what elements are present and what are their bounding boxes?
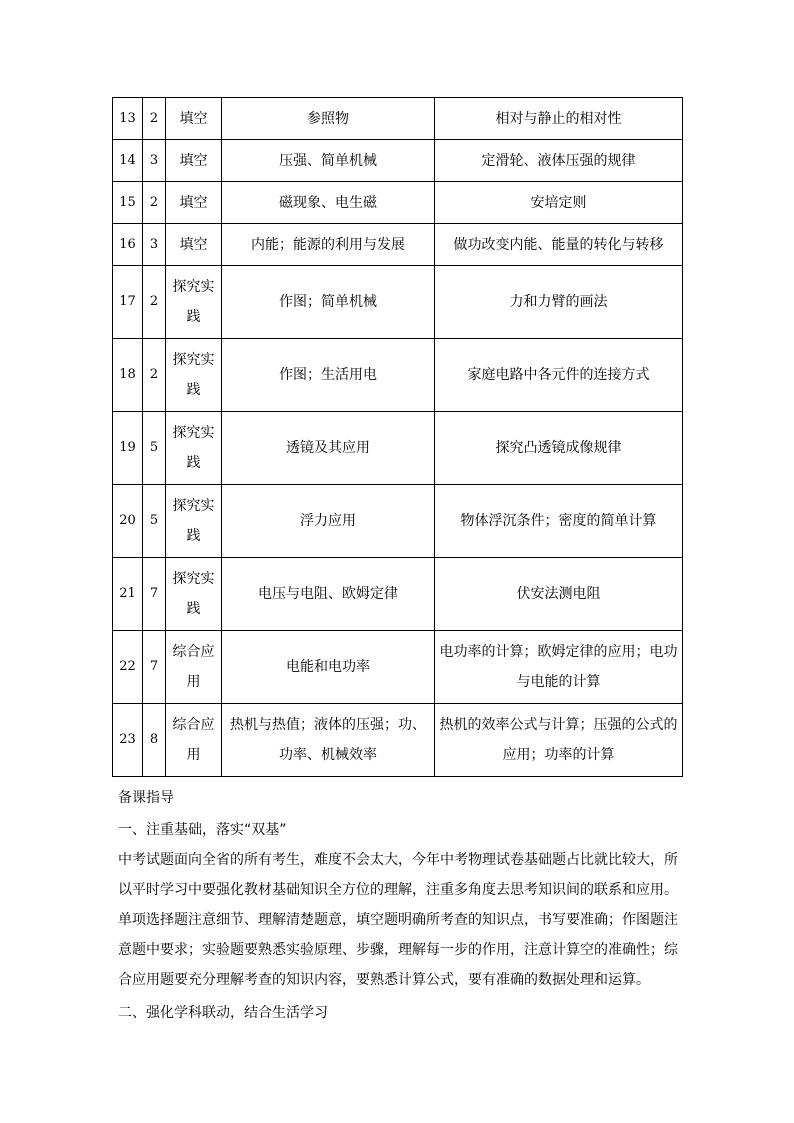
question-type: 综合应用 — [166, 704, 222, 777]
question-topic: 热机与热值；液体的压强；功、功率、机械效率 — [222, 704, 435, 777]
table-row — [113, 339, 683, 412]
question-detail: 安培定则 — [435, 182, 683, 224]
question-number: 21 — [113, 558, 143, 631]
question-score: 8 — [143, 704, 166, 777]
question-topic: 作图；简单机械 — [222, 266, 435, 339]
question-topic: 浮力应用 — [222, 485, 435, 558]
table-row — [113, 485, 683, 558]
question-topic: 电能和电功率 — [222, 631, 435, 704]
table-row — [113, 98, 683, 140]
question-score: 7 — [143, 558, 166, 631]
question-number: 22 — [113, 631, 143, 704]
question-topic: 内能；能源的利用与发展 — [222, 224, 435, 266]
question-score: 5 — [143, 485, 166, 558]
question-score: 5 — [143, 412, 166, 485]
question-type: 探究实践 — [166, 412, 222, 485]
table-row — [113, 631, 683, 704]
heading-1: 一、注重基础，落实“双基” — [118, 822, 287, 838]
table-row — [113, 182, 683, 224]
question-detail: 电功率的计算；欧姆定律的应用；电功与电能的计算 — [435, 631, 683, 704]
paragraph-1: 中考试题面向全省的所有考生，难度不会太大，今年中考物理试卷基础题占比就比较大，所以平时学习中要强化教材基础知识全方位的理解，注重多角度去思考知识间的联系和应用。单项选择题注意细节、理解清楚题意，填空题明确所考查的知识点，书写要准确；作图题注意题中要求；实验题要熟悉实验原理、步骤，理解每一步的作用，注意计算空的准确性；综合应用题要充分理解考查的知识内容，要熟悉计算公式，要有准确的数据处理和运算。 — [118, 852, 678, 988]
question-topic: 作图；生活用电 — [222, 339, 435, 412]
question-number: 23 — [113, 704, 143, 777]
question-detail: 定滑轮、液体压强的规律 — [435, 140, 683, 182]
question-detail: 做功改变内能、能量的转化与转移 — [435, 224, 683, 266]
question-number: 15 — [113, 182, 143, 224]
question-number: 16 — [113, 224, 143, 266]
question-score: 3 — [143, 224, 166, 266]
question-score: 2 — [143, 182, 166, 224]
table-row — [113, 412, 683, 485]
question-number: 20 — [113, 485, 143, 558]
question-score: 2 — [143, 266, 166, 339]
question-type: 填空 — [166, 224, 222, 266]
question-type: 探究实践 — [166, 339, 222, 412]
question-detail: 力和力臂的画法 — [435, 266, 683, 339]
question-number: 18 — [113, 339, 143, 412]
question-type: 探究实践 — [166, 558, 222, 631]
question-detail: 伏安法测电阻 — [435, 558, 683, 631]
question-topic: 压强、简单机械 — [222, 140, 435, 182]
question-type: 探究实践 — [166, 485, 222, 558]
question-detail: 热机的效率公式与计算；压强的公式的应用；功率的计算 — [435, 704, 683, 777]
question-type: 综合应用 — [166, 631, 222, 704]
question-detail: 探究凸透镜成像规律 — [435, 412, 683, 485]
question-number: 13 — [113, 98, 143, 140]
question-number: 14 — [113, 140, 143, 182]
question-number: 19 — [113, 412, 143, 485]
question-topic: 透镜及其应用 — [222, 412, 435, 485]
table-row — [113, 266, 683, 339]
question-type: 填空 — [166, 182, 222, 224]
table-row — [113, 558, 683, 631]
heading-2: 二、强化学科联动，结合生活学习 — [118, 1005, 328, 1021]
question-detail: 物体浮沉条件；密度的简单计算 — [435, 485, 683, 558]
table-row — [113, 224, 683, 266]
question-type: 填空 — [166, 140, 222, 182]
table-row — [113, 140, 683, 182]
question-detail: 家庭电路中各元件的连接方式 — [435, 339, 683, 412]
section-title: 备课指导 — [118, 790, 174, 806]
question-number: 17 — [113, 266, 143, 339]
question-detail: 相对与静止的相对性 — [435, 98, 683, 140]
question-score: 7 — [143, 631, 166, 704]
question-score: 2 — [143, 339, 166, 412]
question-score: 3 — [143, 140, 166, 182]
question-type: 探究实践 — [166, 266, 222, 339]
question-topic: 电压与电阻、欧姆定律 — [222, 558, 435, 631]
question-topic: 磁现象、电生磁 — [222, 182, 435, 224]
exam-analysis-table — [112, 97, 683, 777]
question-score: 2 — [143, 98, 166, 140]
table-row — [113, 704, 683, 777]
question-topic: 参照物 — [222, 98, 435, 140]
question-type: 填空 — [166, 98, 222, 140]
